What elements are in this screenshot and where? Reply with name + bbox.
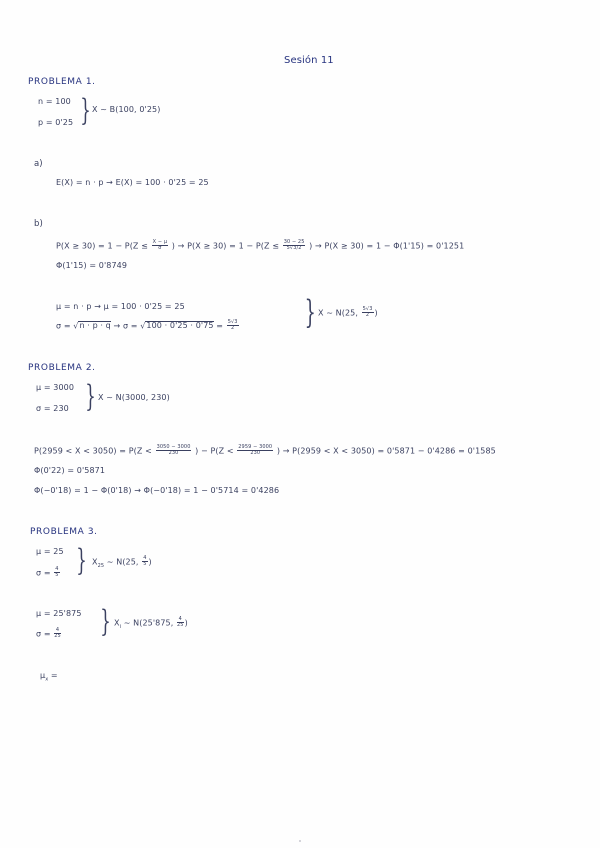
problem-1-part-b-line-1 (56, 240, 464, 252)
scan-speck (299, 840, 301, 842)
problem-1-part-a-label: a) (34, 159, 43, 169)
problem-1-part-a-line: E(X) = n · p → E(X) = 100 · 0'25 = 25 (56, 178, 209, 187)
problem-1-normal-model: X ~ N(25, $\frac{5√3}{2}$ ) (318, 306, 378, 319)
problem-3-brace-1: } (76, 543, 87, 578)
part-b-text-2: ) → P(X ≥ 30) = 1 − P(Z ≤ (171, 241, 280, 251)
problem-2-model: X ~ N(3000, 230) (98, 393, 170, 402)
problem-1-model: X ~ B(100, 0'25) (92, 105, 161, 114)
problem-2-line-3: Φ(−0'18) = 1 − Φ(0'18) → Φ(−0'18) = 1 − 0'5714 = 0'4286 (34, 486, 280, 495)
problem-2-line-1: P(2959 < X < 3050) = P(Z < $\frac{3050 - 3000}{230}$ ) − P(Z < $\frac{2959 - 3000}{230}$ ) → P(2959 < X < 3050) = 0'5871 − 0'4286 = 0'1585 (34, 444, 496, 457)
problem-1-normal-brace: } (304, 293, 316, 331)
problem-3-heading: PROBLEMA 3. (30, 527, 98, 537)
problem-3-model-1: $X_{25}$ ~ N(25, $\frac{4}{5}$ ) (92, 555, 152, 569)
part-b-text-1: P(X ≥ 30) = 1 − P(Z ≤ (56, 241, 148, 251)
problem-2-line-2: Φ(0'22) = 0'5871 (34, 466, 106, 475)
problem-3-given2-sigma: σ = $\frac{4}{25}$ (36, 627, 61, 640)
problem-2-brace: } (85, 379, 96, 414)
problem-3-last-line: $\mu_x$ = (40, 671, 58, 683)
problem-2-given-sigma: σ = 230 (36, 404, 69, 413)
problem-2-heading: PROBLEMA 2. (28, 363, 96, 373)
part-b-fraction-1: $\frac{X - \mu}{\sigma}$ (152, 239, 168, 252)
problem-1-brace: } (80, 93, 91, 128)
problem-1-sigma-line: σ = √n · p · q → σ = √100 · 0'25 · 0'75 = $\frac{5√3}{2}$ (56, 319, 238, 332)
part-b-text-3: ) → P(X ≥ 30) = 1 − Φ(1'15) = 0'1251 (309, 241, 465, 251)
page-title: Sesión 11 (284, 55, 334, 66)
problem-1-part-b-line-2: Φ(1'15) = 0'8749 (56, 261, 128, 270)
problem-1-part-b-label: b) (34, 219, 43, 229)
problem-1-mu-line: μ = n · p → μ = 100 · 0'25 = 25 (56, 302, 185, 311)
problem-1-given-p: p = 0'25 (38, 118, 74, 127)
problem-2-given-mu: μ = 3000 (36, 383, 75, 392)
problem-3-given-mu: μ = 25 (36, 547, 64, 556)
problem-3-given-sigma: σ = $\frac{4}{5}$ (36, 566, 59, 579)
problem-3-given2-mu: μ = 25'875 (36, 609, 82, 618)
problem-3-brace-2: } (100, 604, 111, 639)
problem-3-model-2: $X_i$ ~ N(25'875, $\frac{4}{25}$ ) (114, 616, 188, 630)
problem-1-heading: PROBLEMA 1. (28, 77, 96, 87)
problem-1-given-n: n = 100 (38, 97, 71, 106)
part-b-fraction-2: $\frac{30 - 25}{5√3/2}$ (283, 239, 305, 252)
